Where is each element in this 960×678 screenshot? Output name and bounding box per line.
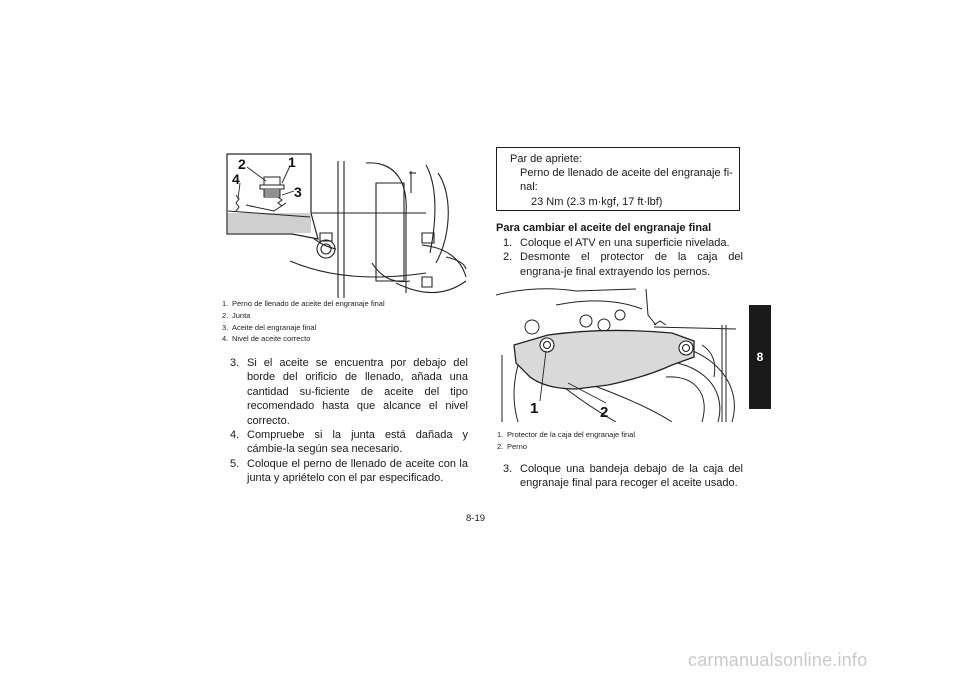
callout-1: 1 <box>288 154 296 170</box>
torque-item-cont: nal: <box>520 181 538 194</box>
callout-2: 2 <box>238 156 246 172</box>
torque-spec-box <box>496 147 740 211</box>
watermark: carmanualsonline.info <box>688 650 868 670</box>
step-item: 3. Coloque una bandeja debajo de la caja del engranaje final para recoger el aceite usado. <box>503 463 743 490</box>
step-item: 2. Desmonte el protector de la caja del engrana-je final extrayendo los pernos. <box>503 251 743 278</box>
callout-2: 2 <box>600 404 609 421</box>
callout-1: 1 <box>530 400 539 417</box>
step-item: 4. Compruebe si la junta está dañada y cámbie-la según sea necesario. <box>230 429 468 456</box>
section-tab-number: 8 <box>756 350 764 364</box>
section-tab <box>749 305 771 409</box>
torque-value: 23 Nm (2.3 m·kgf, 17 ft·lbf) <box>531 195 663 208</box>
caption-item: 1. Protector de la caja del engranaje final <box>497 430 635 439</box>
step-item: 3. Si el aceite se encuentra por debajo del borde del orificio de llenado, añada una cantidad su-ficiente de aceite del tipo recomendado hasta que alcance el nivel correcto. <box>230 357 468 427</box>
figure-left-captions <box>222 298 482 345</box>
steps-right-bottom <box>499 462 743 491</box>
caption-item: 2. Perno <box>497 441 528 451</box>
steps-right-top <box>499 236 743 279</box>
caption-item: 1. Perno de llenado de aceite del engranaje final <box>222 299 385 308</box>
caption-item: 2. Junta <box>222 310 251 320</box>
gear-case-protector-illustration <box>496 285 741 422</box>
step-item: 5. Coloque el perno de llenado de aceite con la junta y apriételo con el par especificado. <box>230 457 468 485</box>
page-number: 8-19 <box>466 513 486 524</box>
torque-title: Par de apriete: <box>510 153 583 165</box>
callout-3: 3 <box>294 184 302 200</box>
section-heading: Para cambiar el aceite del engranaje final <box>496 222 712 234</box>
figure-right-captions <box>497 429 757 453</box>
caption-item: 3. Aceite del engranaje final <box>222 322 317 332</box>
callout-4: 4 <box>232 171 240 187</box>
steps-left <box>226 356 468 486</box>
caption-item: 4. Nivel de aceite correcto <box>222 334 311 344</box>
torque-item: Perno de llenado de aceite del engranaje fi- <box>520 167 733 180</box>
step-item: 1. Coloque el ATV en una superficie nivelada. <box>503 237 730 249</box>
oil-filler-bolt-illustration <box>226 153 468 299</box>
